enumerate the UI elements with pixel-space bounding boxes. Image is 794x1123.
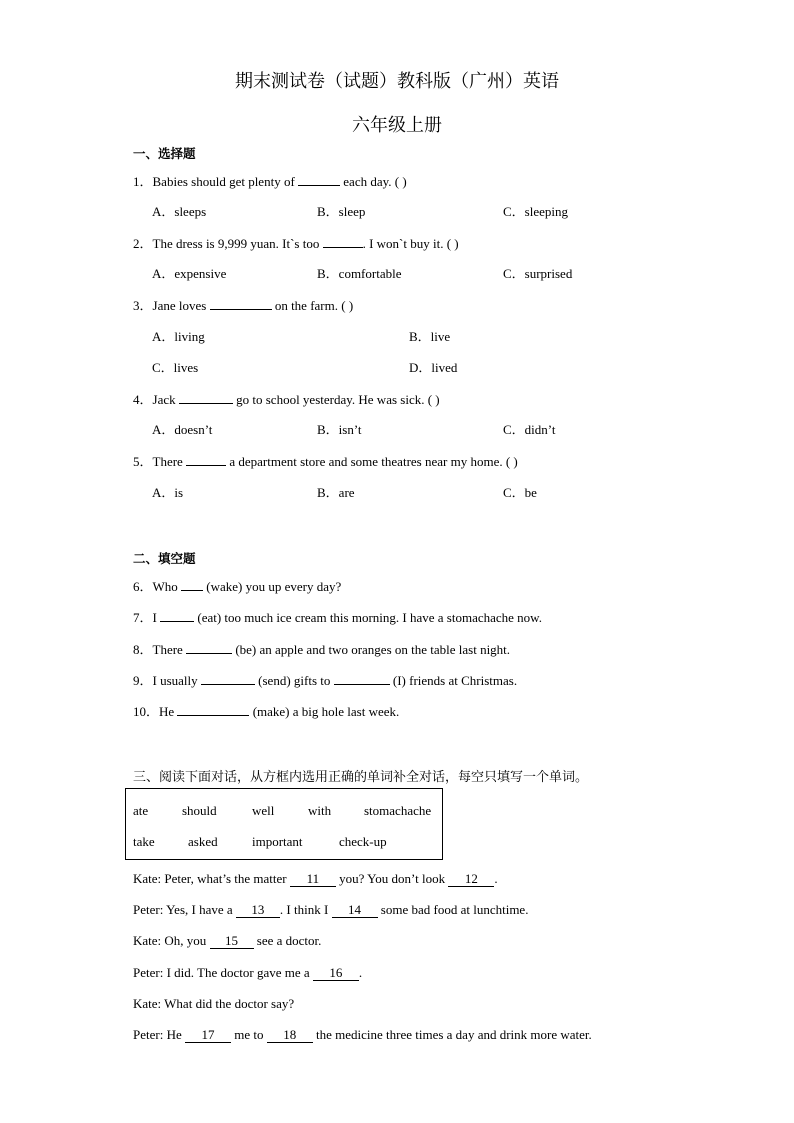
- word-bank-item: with: [308, 803, 332, 818]
- word-bank-item: should: [182, 803, 217, 818]
- answer-blank[interactable]: [181, 578, 203, 591]
- word-bank-box: [125, 788, 443, 860]
- option-3d[interactable]: D．lived: [409, 360, 458, 375]
- word-bank-item: important: [252, 834, 303, 849]
- word-bank-item: asked: [188, 834, 218, 849]
- word-bank-item: take: [133, 834, 155, 849]
- numbered-blank[interactable]: 17: [185, 1028, 231, 1043]
- question-5: 5．There a department store and some theatres near my home. ( ): [133, 454, 518, 469]
- dialogue-line-5: Kate: What did the doctor say?: [133, 996, 295, 1011]
- dialogue-line-4: Peter: I did. The doctor gave me a 16 .: [133, 965, 363, 980]
- answer-blank[interactable]: [177, 703, 249, 716]
- option-3a[interactable]: A．living: [152, 329, 205, 344]
- page-title: 期末测试卷（试题）教科版（广州）英语: [235, 71, 559, 91]
- answer-blank[interactable]: [334, 672, 390, 685]
- question-4: 4．Jack go to school yesterday. He was sick. ( ): [133, 392, 440, 407]
- question-2: 2．The dress is 9,999 yuan. It`s too . I won`t buy it. ( ): [133, 236, 459, 251]
- word-bank-item: well: [252, 803, 275, 818]
- section-heading-dialogue: 三、阅读下面对话，从方框内选用正确的单词补全对话，每空只填写一个单词。: [133, 770, 589, 785]
- option-4c[interactable]: C．didn’t: [503, 422, 556, 437]
- answer-blank[interactable]: [179, 391, 233, 404]
- option-2a[interactable]: A．expensive: [152, 266, 227, 281]
- section-heading-choice: 一、选择题: [133, 146, 196, 161]
- page-subtitle: 六年级上册: [352, 115, 442, 135]
- option-4b[interactable]: B．isn’t: [317, 422, 362, 437]
- numbered-blank[interactable]: 11: [290, 872, 336, 887]
- dialogue-line-2: Peter: Yes, I have a 13 . I think I 14 some bad food at lunchtime.: [133, 902, 529, 917]
- numbered-blank[interactable]: 12: [448, 872, 494, 887]
- numbered-blank[interactable]: 16: [313, 966, 359, 981]
- option-3c[interactable]: C．lives: [152, 360, 199, 375]
- question-6: 6．Who (wake) you up every day?: [133, 579, 342, 594]
- option-1b[interactable]: B．sleep: [317, 204, 366, 219]
- numbered-blank[interactable]: 15: [210, 934, 254, 949]
- section-heading-fill: 二、填空题: [133, 551, 196, 566]
- option-1c[interactable]: C．sleeping: [503, 204, 568, 219]
- question-3: 3．Jane loves on the farm. ( ): [133, 298, 354, 313]
- numbered-blank[interactable]: 14: [332, 903, 378, 918]
- option-1a[interactable]: A．sleeps: [152, 204, 207, 219]
- answer-blank[interactable]: [186, 641, 232, 654]
- question-8: 8．There (be) an apple and two oranges on the table last night.: [133, 642, 511, 657]
- option-3b[interactable]: B．live: [409, 329, 451, 344]
- option-5b[interactable]: B．are: [317, 485, 355, 500]
- numbered-blank[interactable]: 13: [236, 903, 280, 918]
- word-bank-item: stomachache: [364, 803, 432, 818]
- option-5a[interactable]: A．is: [152, 485, 184, 500]
- option-2c[interactable]: C．surprised: [503, 266, 573, 281]
- answer-blank[interactable]: [160, 609, 194, 622]
- answer-blank[interactable]: [323, 235, 363, 248]
- question-7: 7．I (eat) too much ice cream this morning. I have a stomachache now.: [133, 610, 542, 625]
- word-bank-item: check-up: [339, 834, 387, 849]
- option-4a[interactable]: A．doesn’t: [152, 422, 213, 437]
- answer-blank[interactable]: [210, 297, 272, 310]
- answer-blank[interactable]: [186, 453, 226, 466]
- word-bank-item: ate: [133, 803, 149, 818]
- option-2b[interactable]: B．comfortable: [317, 266, 402, 281]
- option-5c[interactable]: C．be: [503, 485, 537, 500]
- question-10: 10．He (make) a big hole last week.: [133, 704, 400, 719]
- dialogue-line-3: Kate: Oh, you 15 see a doctor.: [133, 933, 322, 948]
- answer-blank[interactable]: [201, 672, 255, 685]
- question-1: 1．Babies should get plenty of each day. ( ): [133, 174, 407, 189]
- dialogue-line-1: Kate: Peter, what’s the matter 11 you? You don’t look 12 .: [133, 871, 498, 886]
- numbered-blank[interactable]: 18: [267, 1028, 313, 1043]
- dialogue-line-6: Peter: He 17 me to 18 the medicine three times a day and drink more water.: [133, 1027, 592, 1042]
- question-9: 9．I usually (send) gifts to (I) friends at Christmas.: [133, 673, 518, 688]
- answer-blank[interactable]: [298, 173, 340, 186]
